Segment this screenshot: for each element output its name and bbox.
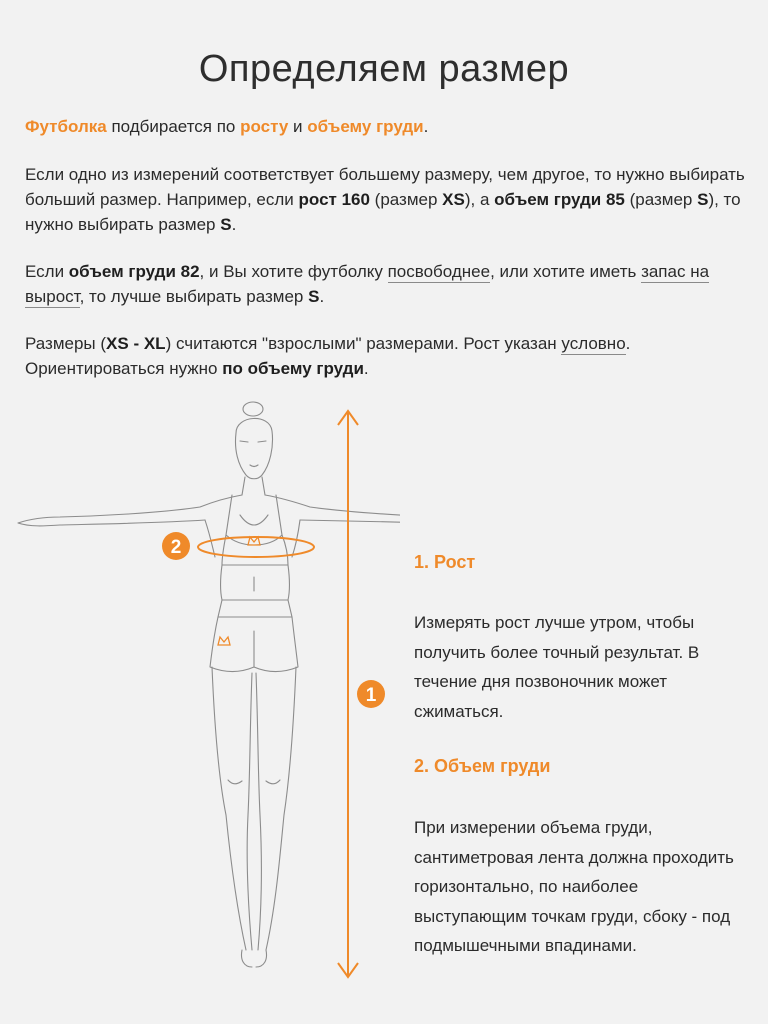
highlight-height: росту bbox=[240, 117, 289, 136]
marker-height-label: 1 bbox=[365, 685, 377, 706]
text-span: , и Вы хотите футболку bbox=[199, 262, 388, 281]
woman-figure-outline bbox=[18, 402, 400, 967]
underlined-span: посвободнее bbox=[387, 262, 491, 281]
marker-chest-label: 2 bbox=[170, 537, 182, 558]
intro-paragraph bbox=[25, 114, 745, 139]
rule-paragraph bbox=[25, 162, 745, 237]
text-span: (размер bbox=[624, 190, 698, 209]
text-span: ) считаются "взрослыми" размерами. Рост указан bbox=[165, 334, 562, 353]
section-chest-text: При измерении объема груди, сантиметровая лента должна проходить горизонтально, по наиболее выступающим точкам груди, сбоку - под подмышечными впадинами. bbox=[414, 818, 734, 955]
underlined-span: условно bbox=[561, 334, 626, 353]
text-span: ), а bbox=[464, 190, 495, 209]
bold-span: по объему груди bbox=[222, 359, 364, 378]
highlight-tshirt: Футболка bbox=[25, 117, 107, 136]
tip-paragraph bbox=[25, 259, 745, 309]
text-span: и bbox=[288, 117, 308, 136]
bold-span: XS bbox=[442, 190, 465, 209]
bold-span: объем груди 82 bbox=[68, 262, 200, 281]
text-span: ), то нужно выбирать размер bbox=[25, 190, 741, 234]
text-span: подбирается по bbox=[106, 117, 241, 136]
bold-span: S bbox=[308, 287, 320, 306]
body-measurement-figure bbox=[0, 395, 400, 995]
section-height-text: Измерять рост лучше утром, чтобы получить более точный результат. В течение дня позвоночник может сжиматься. bbox=[414, 613, 700, 721]
bold-span: S bbox=[697, 190, 709, 209]
text-span: (размер bbox=[369, 190, 443, 209]
note-paragraph bbox=[25, 331, 745, 381]
text-span: , то лучше выбирать размер bbox=[79, 287, 309, 306]
text-span: , или хотите иметь bbox=[490, 262, 642, 281]
bold-span: объем груди 85 bbox=[494, 190, 625, 209]
bold-span: XS - XL bbox=[106, 334, 166, 353]
page-title: Определяем размер bbox=[198, 48, 570, 90]
section-chest-title: 2. Объем груди bbox=[414, 756, 551, 776]
text-span: . bbox=[319, 287, 325, 306]
underlined-span: запас на вырост bbox=[25, 262, 710, 306]
text-span: . Ориентироваться нужно bbox=[25, 334, 631, 378]
highlight-chest: объему груди bbox=[307, 117, 424, 136]
text-span: Если одно из измерений соответствует большему размеру, чем другое, то нужно выбирать больший размер. Например, если bbox=[25, 165, 745, 209]
bold-span: S bbox=[220, 215, 232, 234]
text-span: Если bbox=[25, 262, 69, 281]
text-span: . bbox=[231, 215, 237, 234]
bold-span: рост 160 bbox=[298, 190, 370, 209]
text-span: Размеры ( bbox=[25, 334, 107, 353]
height-arrow bbox=[338, 411, 358, 977]
marker-height bbox=[357, 680, 385, 708]
text-span: . bbox=[363, 359, 369, 378]
section-height-title: 1. Рост bbox=[414, 552, 476, 572]
marker-chest bbox=[162, 532, 190, 560]
text-span: . bbox=[423, 117, 429, 136]
